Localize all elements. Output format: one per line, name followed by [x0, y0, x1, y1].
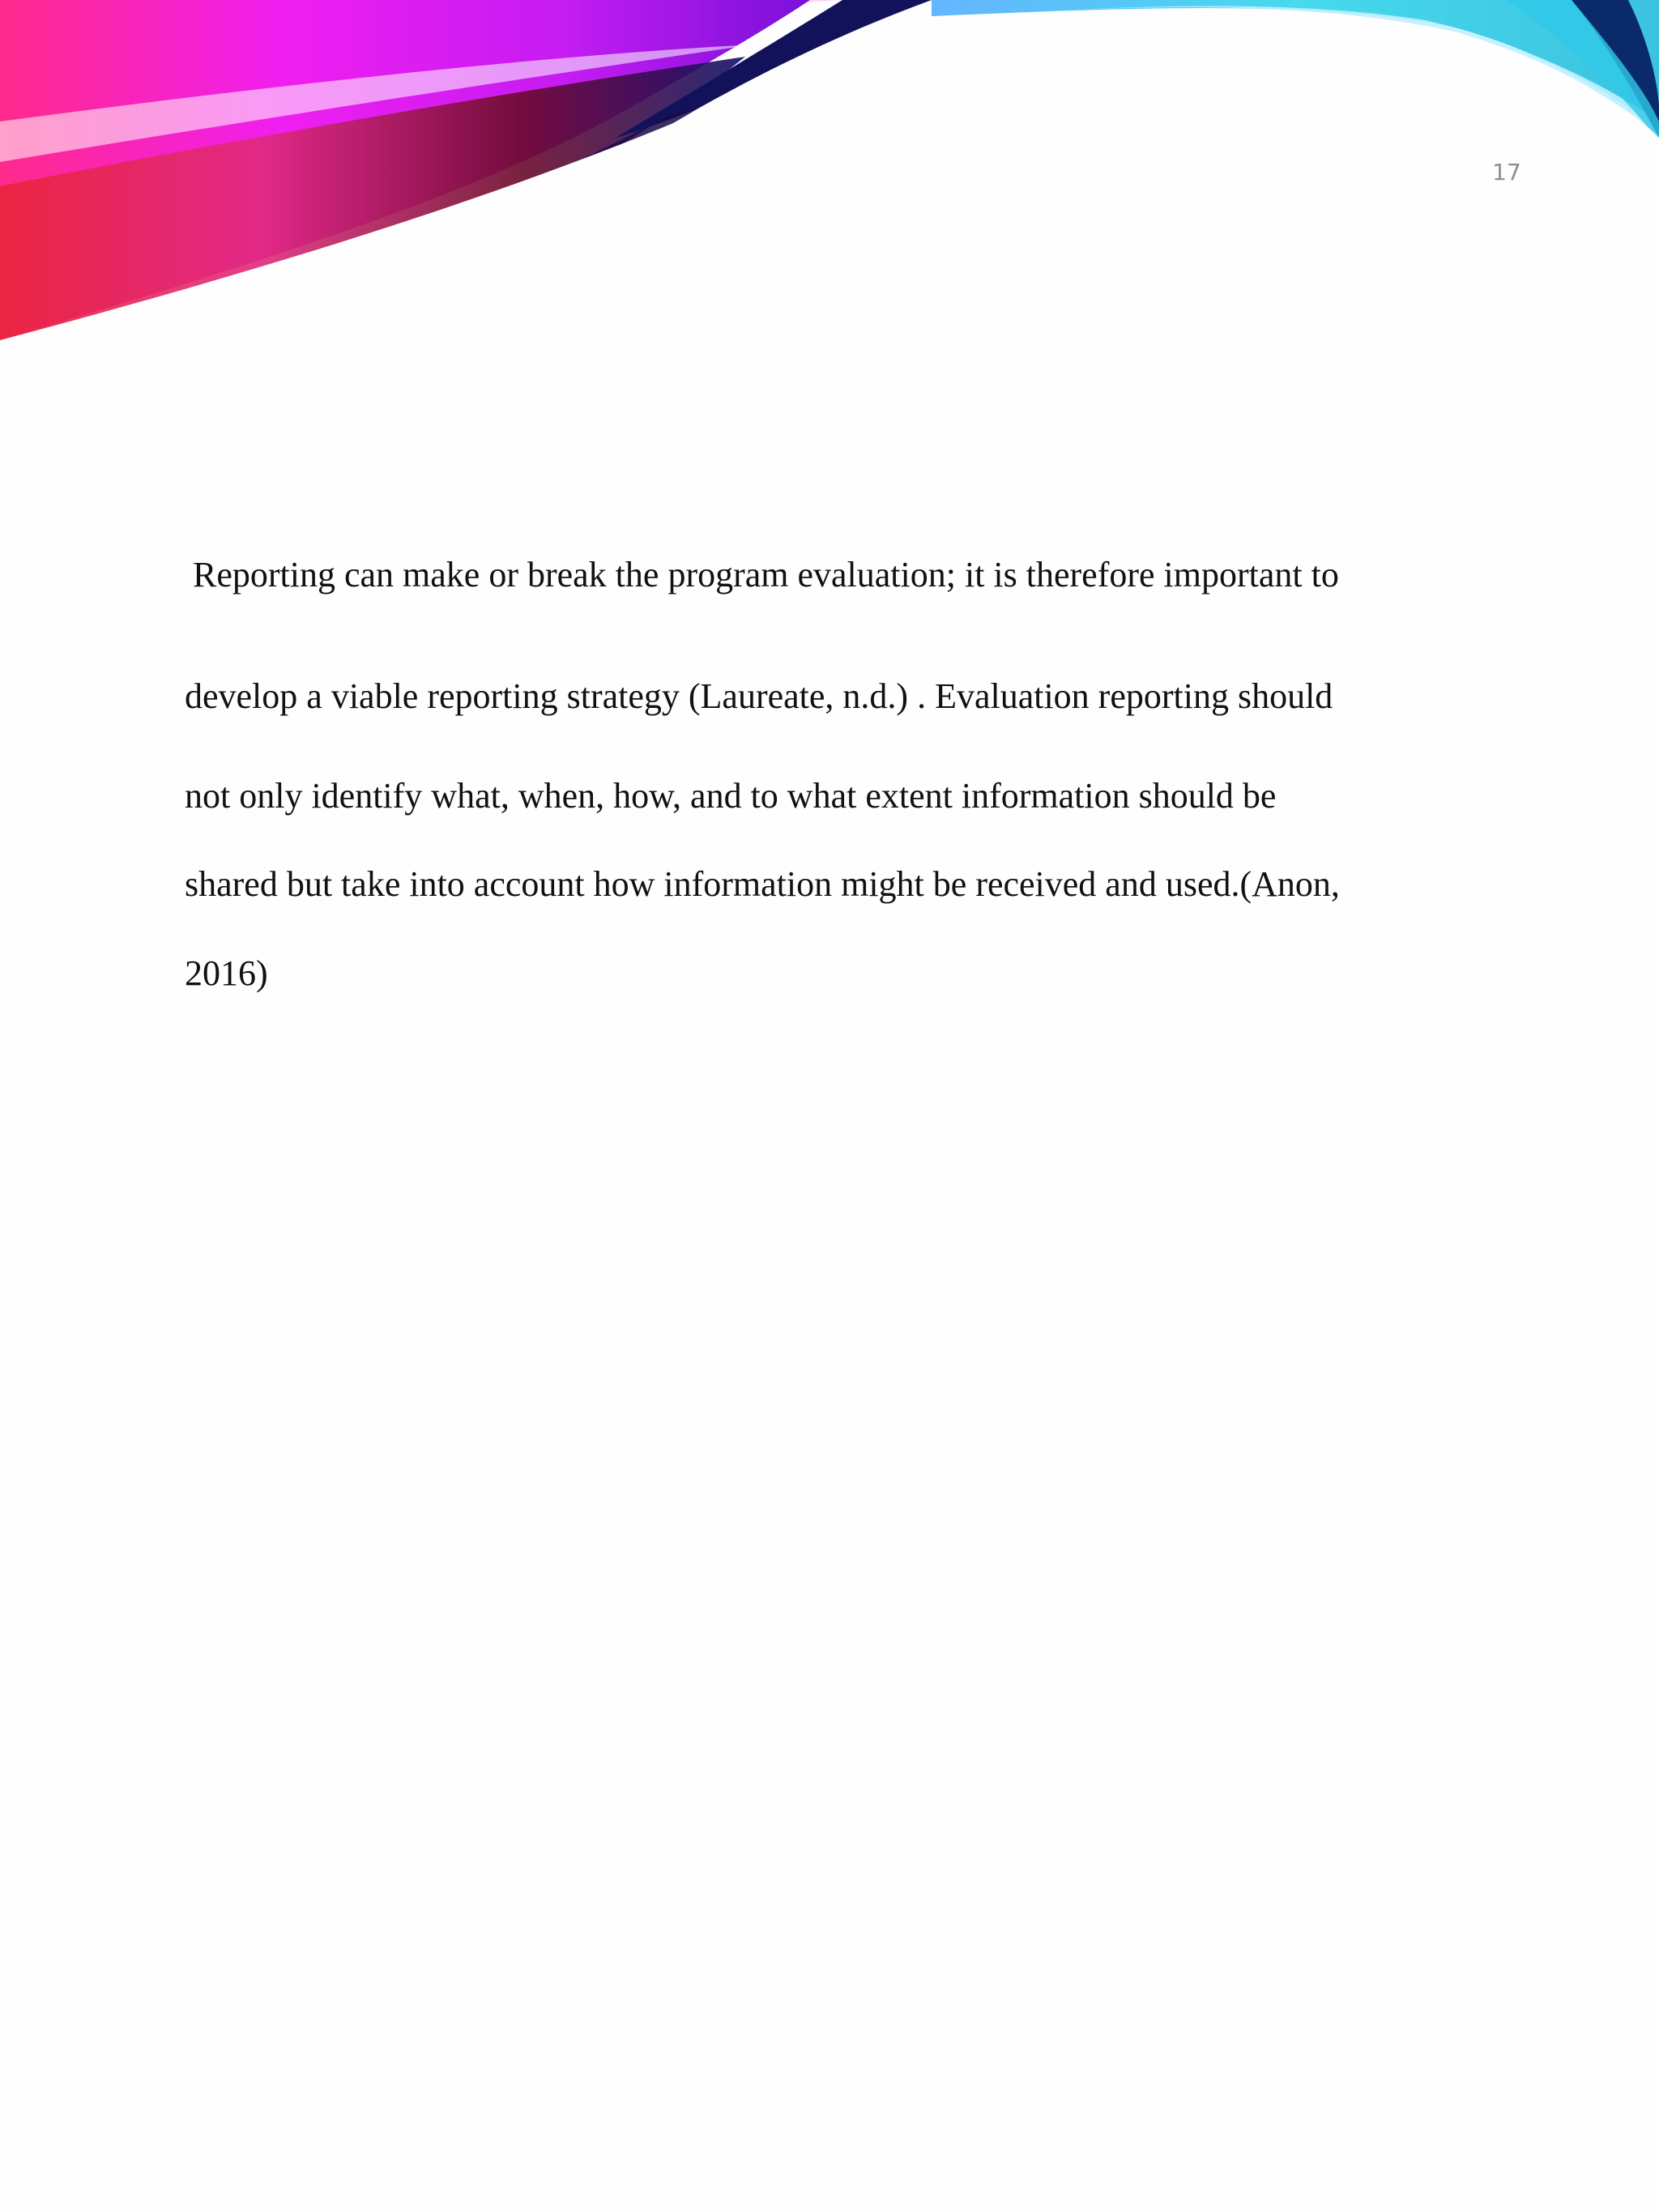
paragraph-line: develop a viable reporting strategy (Laureate, n.d.) . Evaluation reporting should: [185, 676, 1333, 716]
paragraph-line: not only identify what, when, how, and to what extent information should be: [185, 776, 1277, 816]
paragraph-line: 2016): [185, 953, 268, 993]
page-number: 17: [1492, 159, 1521, 185]
paragraph-line: shared but take into account how information might be received and used.(Anon,: [185, 864, 1340, 904]
paragraph-line: Reporting can make or break the program evaluation; it is therefore important to: [193, 555, 1339, 595]
